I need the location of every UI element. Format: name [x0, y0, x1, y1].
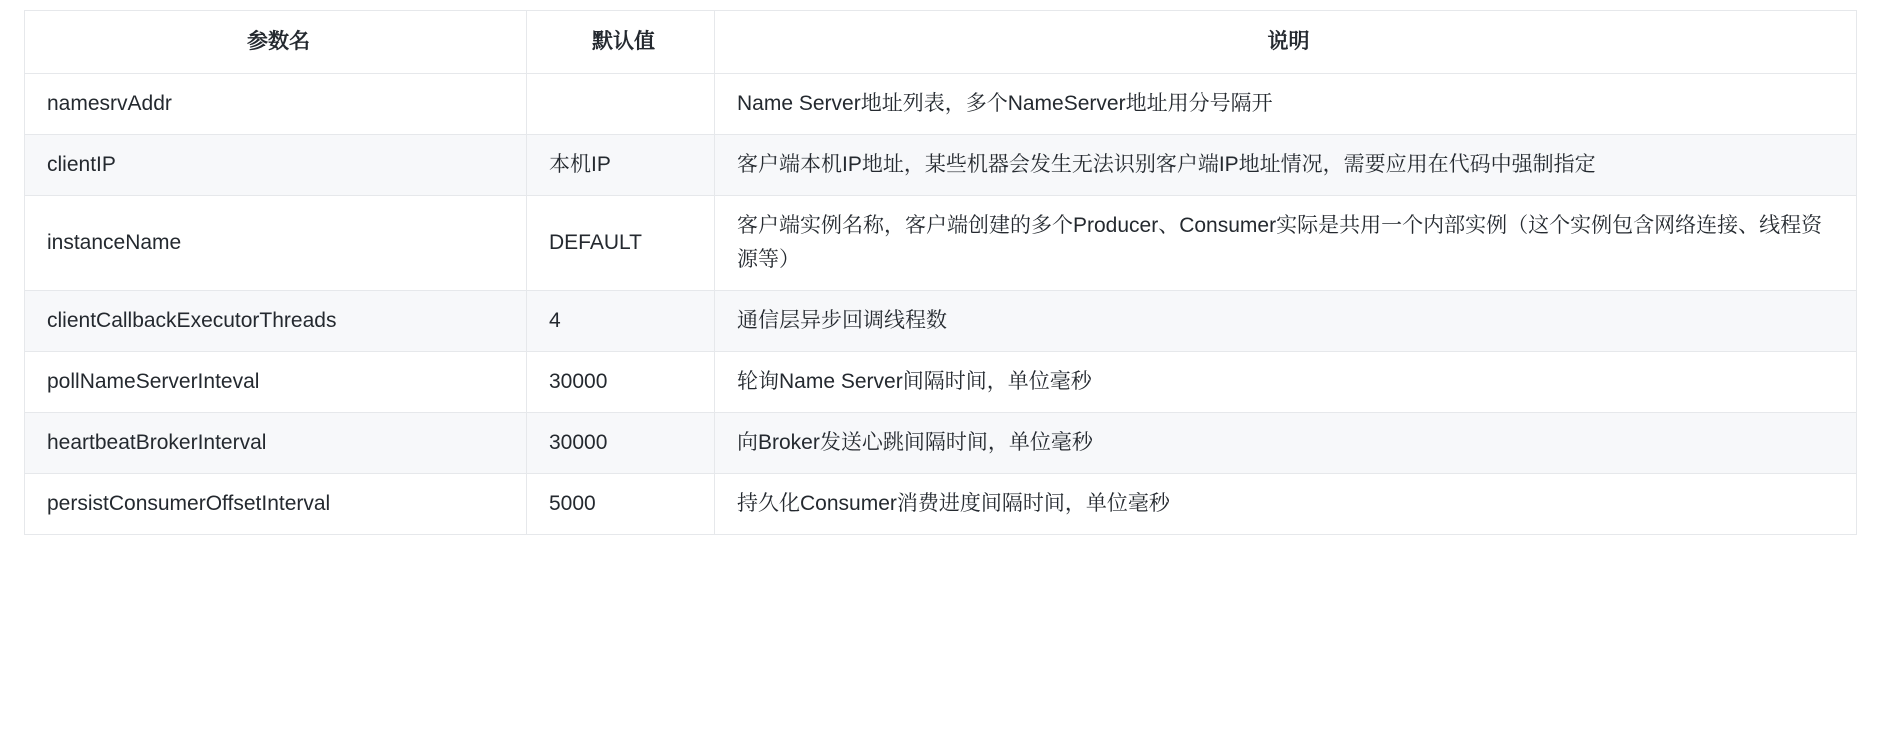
- table-header-row: [25, 11, 1857, 74]
- cell-description: 客户端实例名称，客户端创建的多个Producer、Consumer实际是共用一个内部实例（这个实例包含网络连接、线程资源等）: [715, 196, 1857, 291]
- column-header-description: 说明: [715, 11, 1857, 74]
- table-row: [25, 74, 1857, 135]
- table-row: [25, 474, 1857, 535]
- table-row: [25, 196, 1857, 291]
- cell-param-name: clientCallbackExecutorThreads: [25, 291, 527, 352]
- cell-default-value: 5000: [527, 474, 715, 535]
- cell-default-value: [527, 74, 715, 135]
- cell-description: Name Server地址列表，多个NameServer地址用分号隔开: [715, 74, 1857, 135]
- cell-default-value: DEFAULT: [527, 196, 715, 291]
- column-header-default-value: 默认值: [527, 11, 715, 74]
- cell-param-name: namesrvAddr: [25, 74, 527, 135]
- cell-default-value: 本机IP: [527, 135, 715, 196]
- cell-param-name: instanceName: [25, 196, 527, 291]
- cell-description: 通信层异步回调线程数: [715, 291, 1857, 352]
- cell-default-value: 30000: [527, 352, 715, 413]
- column-header-param-name: 参数名: [25, 11, 527, 74]
- table-body: [25, 74, 1857, 535]
- table-row: [25, 291, 1857, 352]
- cell-description: 客户端本机IP地址，某些机器会发生无法识别客户端IP地址情况，需要应用在代码中强制指定: [715, 135, 1857, 196]
- table-header: [25, 11, 1857, 74]
- cell-description: 向Broker发送心跳间隔时间，单位毫秒: [715, 413, 1857, 474]
- cell-param-name: heartbeatBrokerInterval: [25, 413, 527, 474]
- cell-description: 轮询Name Server间隔时间，单位毫秒: [715, 352, 1857, 413]
- cell-description: 持久化Consumer消费进度间隔时间，单位毫秒: [715, 474, 1857, 535]
- cell-param-name: pollNameServerInteval: [25, 352, 527, 413]
- table-row: [25, 352, 1857, 413]
- cell-param-name: clientIP: [25, 135, 527, 196]
- cell-default-value: 4: [527, 291, 715, 352]
- table-row: [25, 413, 1857, 474]
- cell-default-value: 30000: [527, 413, 715, 474]
- parameter-table: [24, 10, 1857, 535]
- cell-param-name: persistConsumerOffsetInterval: [25, 474, 527, 535]
- table-row: [25, 135, 1857, 196]
